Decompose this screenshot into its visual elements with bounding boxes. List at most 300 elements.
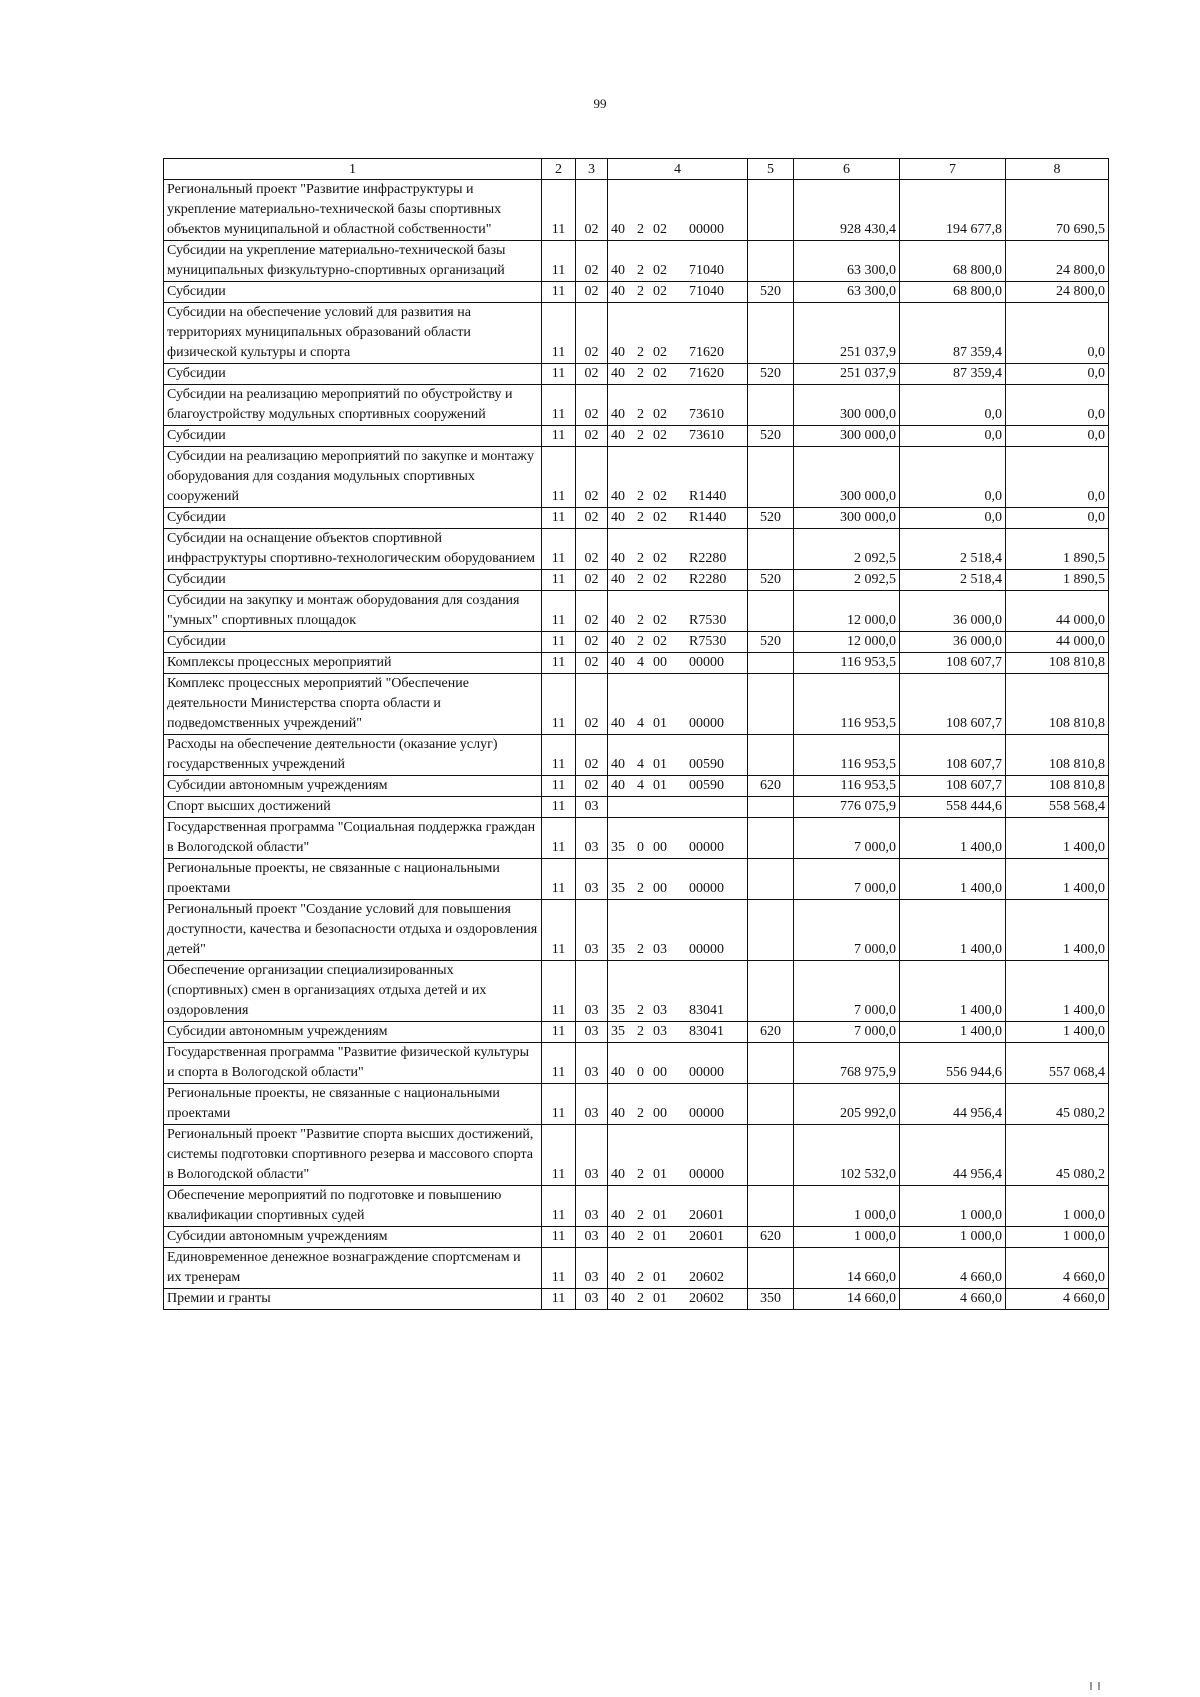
type-code: 2 <box>637 1208 644 1223</box>
program-code: 40 <box>611 757 625 772</box>
row-name: Региональный проект "Развитие инфраструктуры и укрепление материально-технической базы спортивных объектов муниципальной и областной собственности" <box>164 180 542 241</box>
program-code: 40 <box>611 1229 625 1244</box>
section-code: 11 <box>542 797 576 818</box>
table-row <box>164 961 1109 1022</box>
amount-year-3: 1 400,0 <box>1006 1022 1109 1043</box>
subsection-code: 03 <box>576 1022 608 1043</box>
expense-type-code <box>748 674 794 735</box>
row-name: Субсидии <box>164 508 542 529</box>
amount-year-1: 300 000,0 <box>794 385 900 426</box>
target-article-code <box>608 1227 748 1248</box>
type-code: 2 <box>637 407 644 422</box>
expense-type-code <box>748 961 794 1022</box>
subsection-code: 03 <box>576 1248 608 1289</box>
target-article-code <box>608 1125 748 1186</box>
amount-year-3: 0,0 <box>1006 364 1109 385</box>
target-article-code <box>608 529 748 570</box>
target-article-code <box>608 1289 748 1310</box>
amount-year-2: 1 000,0 <box>900 1186 1006 1227</box>
amount-year-2: 0,0 <box>900 385 1006 426</box>
section-code: 11 <box>542 364 576 385</box>
program-code: 40 <box>611 1167 625 1182</box>
program-code: 40 <box>611 716 625 731</box>
row-name: Единовременное денежное вознаграждение спортсменам и их тренерам <box>164 1248 542 1289</box>
project-code: 02 <box>653 613 667 628</box>
direction-code: 00000 <box>689 840 724 855</box>
program-code: 40 <box>611 510 625 525</box>
section-code: 11 <box>542 570 576 591</box>
project-code: 01 <box>653 757 667 772</box>
type-code: 2 <box>637 222 644 237</box>
type-code: 4 <box>637 655 644 670</box>
section-code: 11 <box>542 1125 576 1186</box>
type-code: 2 <box>637 510 644 525</box>
section-code: 11 <box>542 529 576 570</box>
program-code: 35 <box>611 881 625 896</box>
program-code: 40 <box>611 655 625 670</box>
amount-year-1: 12 000,0 <box>794 591 900 632</box>
subsection-code: 02 <box>576 653 608 674</box>
direction-code: R2280 <box>689 551 727 566</box>
project-code: 03 <box>653 1024 667 1039</box>
direction-code: 00000 <box>689 655 724 670</box>
section-code: 11 <box>542 303 576 364</box>
type-code: 2 <box>637 551 644 566</box>
amount-year-3: 0,0 <box>1006 303 1109 364</box>
table-row <box>164 818 1109 859</box>
program-code: 40 <box>611 634 625 649</box>
section-code: 11 <box>542 859 576 900</box>
target-article-code <box>608 508 748 529</box>
row-name: Субсидии <box>164 426 542 447</box>
project-code: 02 <box>653 428 667 443</box>
expense-type-code: 520 <box>748 426 794 447</box>
project-code: 02 <box>653 489 667 504</box>
expense-type-code <box>748 303 794 364</box>
section-code: 11 <box>542 961 576 1022</box>
subsection-code: 02 <box>576 385 608 426</box>
amount-year-3: 108 810,8 <box>1006 735 1109 776</box>
project-code: 02 <box>653 572 667 587</box>
amount-year-3: 4 660,0 <box>1006 1289 1109 1310</box>
table-row <box>164 591 1109 632</box>
amount-year-1: 63 300,0 <box>794 282 900 303</box>
target-article-code <box>608 776 748 797</box>
row-name: Субсидии <box>164 364 542 385</box>
target-article-code <box>608 282 748 303</box>
section-code: 11 <box>542 674 576 735</box>
program-code: 35 <box>611 1024 625 1039</box>
table-row <box>164 653 1109 674</box>
project-code: 00 <box>653 1065 667 1080</box>
table-row <box>164 900 1109 961</box>
section-code: 11 <box>542 591 576 632</box>
row-name: Субсидии на реализацию мероприятий по обустройству и благоустройству модульных спортивных сооружений <box>164 385 542 426</box>
amount-year-3: 1 400,0 <box>1006 859 1109 900</box>
program-code: 40 <box>611 572 625 587</box>
amount-year-2: 1 400,0 <box>900 859 1006 900</box>
amount-year-3: 1 400,0 <box>1006 961 1109 1022</box>
subsection-code: 02 <box>576 508 608 529</box>
project-code: 02 <box>653 551 667 566</box>
project-code: 03 <box>653 942 667 957</box>
target-article-code <box>608 180 748 241</box>
expense-type-code <box>748 385 794 426</box>
amount-year-2: 2 518,4 <box>900 570 1006 591</box>
row-name: Премии и гранты <box>164 1289 542 1310</box>
amount-year-3: 1 400,0 <box>1006 818 1109 859</box>
direction-code: 73610 <box>689 407 724 422</box>
expense-type-code <box>748 797 794 818</box>
table-row <box>164 1289 1109 1310</box>
project-code: 02 <box>653 634 667 649</box>
row-name: Субсидии на реализацию мероприятий по закупке и монтажу оборудования для создания модульных спортивных сооружений <box>164 447 542 508</box>
direction-code: 00000 <box>689 1106 724 1121</box>
type-code: 2 <box>637 284 644 299</box>
amount-year-3: 44 000,0 <box>1006 591 1109 632</box>
target-article-code <box>608 653 748 674</box>
direction-code: 71620 <box>689 366 724 381</box>
table-row <box>164 1084 1109 1125</box>
expense-type-code: 620 <box>748 1022 794 1043</box>
subsection-code: 02 <box>576 632 608 653</box>
header-cell-7: 7 <box>900 159 1006 180</box>
table-row <box>164 385 1109 426</box>
type-code: 2 <box>637 613 644 628</box>
amount-year-2: 108 607,7 <box>900 735 1006 776</box>
direction-code: 83041 <box>689 1024 724 1039</box>
direction-code: 20601 <box>689 1208 724 1223</box>
type-code: 2 <box>637 1167 644 1182</box>
section-code: 11 <box>542 1084 576 1125</box>
target-article-code <box>608 241 748 282</box>
program-code: 40 <box>611 1208 625 1223</box>
row-name: Субсидии автономным учреждениям <box>164 776 542 797</box>
header-cell-2: 2 <box>542 159 576 180</box>
table-row <box>164 776 1109 797</box>
type-code: 2 <box>637 345 644 360</box>
amount-year-3: 557 068,4 <box>1006 1043 1109 1084</box>
program-code: 40 <box>611 284 625 299</box>
amount-year-3: 108 810,8 <box>1006 776 1109 797</box>
amount-year-1: 300 000,0 <box>794 447 900 508</box>
row-name: Обеспечение мероприятий по подготовке и повышению квалификации спортивных судей <box>164 1186 542 1227</box>
target-article-code <box>608 1043 748 1084</box>
row-name: Региональные проекты, не связанные с национальными проектами <box>164 859 542 900</box>
amount-year-2: 1 400,0 <box>900 900 1006 961</box>
expense-type-code: 620 <box>748 776 794 797</box>
type-code: 2 <box>637 634 644 649</box>
expense-type-code: 350 <box>748 1289 794 1310</box>
type-code: 0 <box>637 840 644 855</box>
row-name: Комплексы процессных мероприятий <box>164 653 542 674</box>
subsection-code: 02 <box>576 426 608 447</box>
table-row <box>164 797 1109 818</box>
section-code: 11 <box>542 776 576 797</box>
amount-year-3: 44 000,0 <box>1006 632 1109 653</box>
section-code: 11 <box>542 241 576 282</box>
table-row <box>164 364 1109 385</box>
amount-year-2: 0,0 <box>900 447 1006 508</box>
amount-year-2: 1 000,0 <box>900 1227 1006 1248</box>
project-code: 03 <box>653 1003 667 1018</box>
amount-year-3: 45 080,2 <box>1006 1125 1109 1186</box>
amount-year-3: 1 890,5 <box>1006 529 1109 570</box>
amount-year-1: 116 953,5 <box>794 653 900 674</box>
expense-type-code <box>748 1248 794 1289</box>
type-code: 2 <box>637 1024 644 1039</box>
subsection-code: 03 <box>576 1125 608 1186</box>
program-code: 35 <box>611 942 625 957</box>
expense-type-code: 520 <box>748 282 794 303</box>
table-row <box>164 632 1109 653</box>
type-code: 2 <box>637 881 644 896</box>
amount-year-1: 116 953,5 <box>794 674 900 735</box>
section-code: 11 <box>542 900 576 961</box>
table-body <box>164 159 1109 1310</box>
direction-code: 71040 <box>689 284 724 299</box>
section-code: 11 <box>542 1043 576 1084</box>
project-code: 02 <box>653 366 667 381</box>
target-article-code <box>608 818 748 859</box>
amount-year-2: 68 800,0 <box>900 282 1006 303</box>
amount-year-1: 7 000,0 <box>794 818 900 859</box>
program-code: 40 <box>611 1270 625 1285</box>
subsection-code: 03 <box>576 1084 608 1125</box>
amount-year-1: 14 660,0 <box>794 1248 900 1289</box>
section-code: 11 <box>542 1289 576 1310</box>
table-row <box>164 180 1109 241</box>
target-article-code <box>608 1186 748 1227</box>
subsection-code: 02 <box>576 776 608 797</box>
scan-speck <box>1090 1682 1092 1690</box>
expense-type-code <box>748 1125 794 1186</box>
direction-code: R2280 <box>689 572 727 587</box>
section-code: 11 <box>542 282 576 303</box>
header-cell-4: 4 <box>608 159 748 180</box>
direction-code: 00000 <box>689 942 724 957</box>
target-article-code <box>608 591 748 632</box>
subsection-code: 02 <box>576 674 608 735</box>
amount-year-2: 1 400,0 <box>900 961 1006 1022</box>
row-name: Субсидии автономным учреждениям <box>164 1022 542 1043</box>
type-code: 2 <box>637 1229 644 1244</box>
amount-year-1: 205 992,0 <box>794 1084 900 1125</box>
amount-year-2: 44 956,4 <box>900 1125 1006 1186</box>
type-code: 0 <box>637 1065 644 1080</box>
project-code: 02 <box>653 510 667 525</box>
expense-type-code <box>748 1084 794 1125</box>
program-code: 40 <box>611 613 625 628</box>
row-name: Региональный проект "Создание условий для повышения доступности, качества и безопасности отдыха и оздоровления детей" <box>164 900 542 961</box>
amount-year-3: 558 568,4 <box>1006 797 1109 818</box>
type-code: 2 <box>637 263 644 278</box>
subsection-code: 02 <box>576 529 608 570</box>
table-row <box>164 282 1109 303</box>
header-cell-8: 8 <box>1006 159 1109 180</box>
direction-code: 20602 <box>689 1291 724 1306</box>
type-code: 2 <box>637 1270 644 1285</box>
direction-code: R1440 <box>689 489 727 504</box>
amount-year-1: 2 092,5 <box>794 570 900 591</box>
table-row <box>164 570 1109 591</box>
expense-type-code <box>748 241 794 282</box>
target-article-code <box>608 859 748 900</box>
program-code: 40 <box>611 222 625 237</box>
header-cell-6: 6 <box>794 159 900 180</box>
row-name: Расходы на обеспечение деятельности (оказание услуг) государственных учреждений <box>164 735 542 776</box>
subsection-code: 03 <box>576 1227 608 1248</box>
expense-type-code <box>748 1043 794 1084</box>
direction-code: 00000 <box>689 881 724 896</box>
amount-year-2: 36 000,0 <box>900 591 1006 632</box>
amount-year-1: 7 000,0 <box>794 1022 900 1043</box>
project-code: 01 <box>653 1229 667 1244</box>
row-name: Субсидии <box>164 282 542 303</box>
amount-year-2: 2 518,4 <box>900 529 1006 570</box>
budget-table <box>163 158 1109 1310</box>
section-code: 11 <box>542 818 576 859</box>
page-number: 99 <box>593 96 607 111</box>
amount-year-2: 36 000,0 <box>900 632 1006 653</box>
project-code: 00 <box>653 655 667 670</box>
table-row <box>164 426 1109 447</box>
table-row <box>164 1022 1109 1043</box>
project-code: 02 <box>653 222 667 237</box>
project-code: 01 <box>653 778 667 793</box>
amount-year-1: 1 000,0 <box>794 1227 900 1248</box>
type-code: 2 <box>637 428 644 443</box>
amount-year-2: 108 607,7 <box>900 776 1006 797</box>
program-code: 40 <box>611 345 625 360</box>
amount-year-3: 0,0 <box>1006 447 1109 508</box>
amount-year-2: 194 677,8 <box>900 180 1006 241</box>
amount-year-2: 1 400,0 <box>900 818 1006 859</box>
expense-type-code: 520 <box>748 508 794 529</box>
row-name: Спорт высших достижений <box>164 797 542 818</box>
amount-year-2: 68 800,0 <box>900 241 1006 282</box>
target-article-code <box>608 426 748 447</box>
amount-year-1: 776 075,9 <box>794 797 900 818</box>
expense-type-code: 520 <box>748 364 794 385</box>
expense-type-code: 520 <box>748 570 794 591</box>
table-row <box>164 1043 1109 1084</box>
subsection-code: 03 <box>576 859 608 900</box>
amount-year-2: 87 359,4 <box>900 303 1006 364</box>
amount-year-2: 4 660,0 <box>900 1248 1006 1289</box>
direction-code: 83041 <box>689 1003 724 1018</box>
row-name: Субсидии <box>164 570 542 591</box>
expense-type-code: 620 <box>748 1227 794 1248</box>
table-row <box>164 447 1109 508</box>
amount-year-2: 108 607,7 <box>900 674 1006 735</box>
header-cell-5: 5 <box>748 159 794 180</box>
program-code: 40 <box>611 489 625 504</box>
direction-code: R7530 <box>689 613 727 628</box>
type-code: 4 <box>637 757 644 772</box>
section-code: 11 <box>542 1022 576 1043</box>
target-article-code <box>608 385 748 426</box>
table-row <box>164 1125 1109 1186</box>
expense-type-code <box>748 818 794 859</box>
amount-year-1: 116 953,5 <box>794 776 900 797</box>
subsection-code: 02 <box>576 591 608 632</box>
expense-type-code <box>748 653 794 674</box>
target-article-code <box>608 797 748 818</box>
project-code: 01 <box>653 1208 667 1223</box>
project-code: 01 <box>653 716 667 731</box>
amount-year-3: 1 890,5 <box>1006 570 1109 591</box>
section-code: 11 <box>542 632 576 653</box>
amount-year-3: 24 800,0 <box>1006 282 1109 303</box>
amount-year-2: 108 607,7 <box>900 653 1006 674</box>
amount-year-1: 7 000,0 <box>794 900 900 961</box>
target-article-code <box>608 1084 748 1125</box>
amount-year-3: 45 080,2 <box>1006 1084 1109 1125</box>
section-code: 11 <box>542 385 576 426</box>
expense-type-code <box>748 735 794 776</box>
expense-type-code <box>748 529 794 570</box>
subsection-code: 02 <box>576 447 608 508</box>
subsection-code: 03 <box>576 900 608 961</box>
program-code: 40 <box>611 1065 625 1080</box>
project-code: 01 <box>653 1167 667 1182</box>
target-article-code <box>608 1248 748 1289</box>
program-code: 40 <box>611 551 625 566</box>
target-article-code <box>608 961 748 1022</box>
project-code: 00 <box>653 1106 667 1121</box>
amount-year-2: 44 956,4 <box>900 1084 1006 1125</box>
type-code: 2 <box>637 1106 644 1121</box>
table-row <box>164 303 1109 364</box>
type-code: 4 <box>637 778 644 793</box>
section-code: 11 <box>542 653 576 674</box>
direction-code: 73610 <box>689 428 724 443</box>
project-code: 02 <box>653 345 667 360</box>
amount-year-3: 4 660,0 <box>1006 1248 1109 1289</box>
header-cell-3: 3 <box>576 159 608 180</box>
amount-year-2: 0,0 <box>900 426 1006 447</box>
program-code: 40 <box>611 1106 625 1121</box>
subsection-code: 03 <box>576 1289 608 1310</box>
section-code: 11 <box>542 447 576 508</box>
project-code: 00 <box>653 881 667 896</box>
subsection-code: 03 <box>576 797 608 818</box>
amount-year-2: 0,0 <box>900 508 1006 529</box>
table-row <box>164 674 1109 735</box>
table-row <box>164 1186 1109 1227</box>
amount-year-1: 928 430,4 <box>794 180 900 241</box>
subsection-code: 03 <box>576 961 608 1022</box>
table-row <box>164 529 1109 570</box>
amount-year-2: 1 400,0 <box>900 1022 1006 1043</box>
subsection-code: 02 <box>576 364 608 385</box>
amount-year-1: 2 092,5 <box>794 529 900 570</box>
direction-code: 00590 <box>689 757 724 772</box>
type-code: 2 <box>637 366 644 381</box>
subsection-code: 02 <box>576 241 608 282</box>
header-row <box>164 159 1109 180</box>
table-row <box>164 1248 1109 1289</box>
amount-year-1: 7 000,0 <box>794 961 900 1022</box>
expense-type-code <box>748 180 794 241</box>
amount-year-2: 558 444,6 <box>900 797 1006 818</box>
target-article-code <box>608 674 748 735</box>
amount-year-1: 251 037,9 <box>794 303 900 364</box>
row-name: Государственная программа "Социальная поддержка граждан в Вологодской области" <box>164 818 542 859</box>
section-code: 11 <box>542 426 576 447</box>
section-code: 11 <box>542 180 576 241</box>
